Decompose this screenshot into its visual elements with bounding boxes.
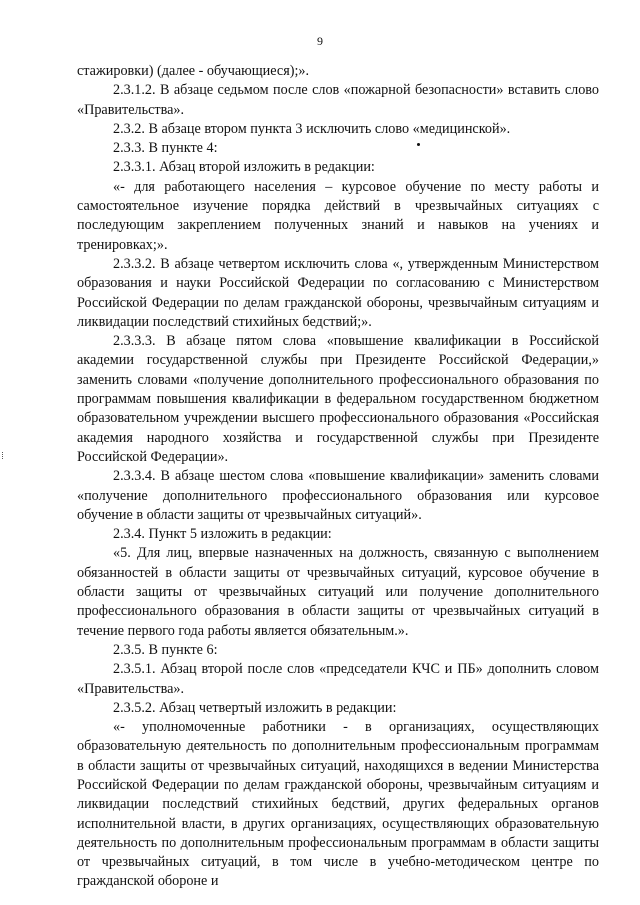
paragraph-2-3-3-3: 2.3.3.3. В абзаце пятом слова «повышение квалификации в Российской академии государственной службы при Президенте Российской Федерации,» заменить словами «получение дополнительного профессионального образования по программам повышения квалификации в федеральном государственном бюджетном образовательном учреждении высшего профессионального образования «Российская академия народного хозяйства и государственной службы при Президенте Российской Федерации». [77, 333, 599, 465]
document-body [77, 62, 599, 892]
paragraph-quote-point-5: «5. Для лиц, впервые назначенных на должность, связанную с выполнением обязанностей в области защиты от чрезвычайных ситуаций, курсовое обучение в области защиты от чрезвычайных ситуаций или получение дополнительного профессионального образования в области защиты от чрезвычайных ситуаций в течение первого года работы является обязательным.». [77, 545, 599, 639]
paragraph-2-3-4: 2.3.4. Пункт 5 изложить в редакции: [113, 526, 332, 543]
paragraph-2-3-3-4: 2.3.3.4. В абзаце шестом слова «повышение квалификации» заменить словами «получение дополнительного профессионального образования или курсовое обучение в области защиты от чрезвычайных ситуаций». [77, 468, 599, 523]
paragraph-2-3-3: 2.3.3. В пункте 4: [113, 140, 218, 157]
paragraph-2-3-5-1: 2.3.5.1. Абзац второй после слов «председатели КЧС и ПБ» дополнить словом «Правительства». [77, 661, 599, 697]
paragraph-2-3-3-1: 2.3.3.1. Абзац второй изложить в редакции: [113, 159, 375, 176]
page-number: 9 [317, 34, 323, 48]
paragraph-quote-authorized-workers: «- уполномоченные работники - в организациях, осуществляющих образовательную деятельность по дополнительным профессиональным программам в области защиты от чрезвычайных ситуаций, находящихся в ведении Министерства Российской Федерации по делам гражданской обороны, чрезвычайным ситуациям и ликвидации последствий стихийных бедствий, других федеральных органов исполнительной власти, в других организациях, осуществляющих образовательную деятельность по дополнительным профессиональным программам в области защиты от чрезвычайных ситуаций, в том числе в учебно-методическом центре по гражданской обороне и [77, 719, 599, 890]
scan-margin-mark [2, 452, 5, 459]
paragraph-2-3-2: 2.3.2. В абзаце втором пункта 3 исключить слово «медицинской». [113, 120, 511, 137]
paragraph-continuation: стажировки) (далее - обучающиеся);». [77, 63, 310, 79]
paragraph-2-3-1-2: 2.3.1.2. В абзаце седьмом после слов «пожарной безопасности» вставить слово «Правительства». [77, 82, 599, 118]
paragraph-2-3-3-2: 2.3.3.2. В абзаце четвертом исключить слова «, утвержденным Министерством образования и науки Российской Федерации по согласованию с Министерством Российской Федерации по делам гражданской обороны, чрезвычайным ситуациям и ликвидации последствий стихийных бедствий;». [77, 255, 599, 330]
paragraph-2-3-5-2: 2.3.5.2. Абзац четвертый изложить в редакции: [113, 699, 397, 716]
paragraph-quote-working-population: «- для работающего населения – курсовое обучение по месту работы и самостоятельное изучение порядка действий в чрезвычайных ситуациях с последующим закреплением полученных знаний и навыков на учениях и тренировках;». [77, 178, 599, 253]
paragraph-2-3-5: 2.3.5. В пункте 6: [113, 641, 218, 658]
